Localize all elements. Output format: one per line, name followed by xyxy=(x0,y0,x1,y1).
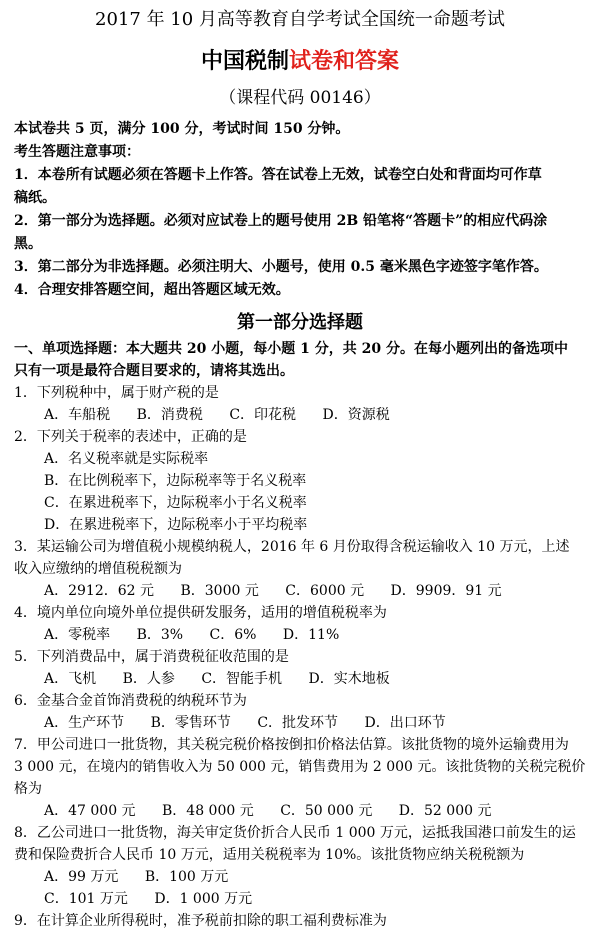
question-2 xyxy=(14,426,586,536)
option-c: C．6% xyxy=(209,627,257,643)
question-stem: 4．境内单位向境外单位提供研发服务，适用的增值税税率为 xyxy=(14,605,387,621)
option-b: B．消费税 xyxy=(136,407,203,423)
option-b: B．3000 元 xyxy=(180,583,259,599)
exam-notes xyxy=(14,118,586,302)
question-4 xyxy=(14,602,586,646)
option-a: A．47 000 元 xyxy=(44,803,136,819)
option-a: A．飞机 xyxy=(44,671,97,687)
question-stem-line: 费和保险费折合人民币 10 万元，适用关税税率为 10%。该批货物应纳关税税额为 xyxy=(14,847,525,863)
option-a: A．零税率 xyxy=(44,627,111,643)
option-a: A．车船税 xyxy=(44,407,111,423)
question-stem-line: 7．甲公司进口一批货物，其关税完税价格按倒扣价格法估算。该批货物的境外运输费用为 xyxy=(14,737,569,753)
course-code: （课程代码 00146） xyxy=(219,88,381,108)
option-d: D．实木地板 xyxy=(308,671,390,687)
question-1 xyxy=(14,382,586,426)
title-black-part: 中国税制 xyxy=(200,48,289,74)
option-d: D．在累进税率下，边际税率小于平均税率 xyxy=(44,517,308,533)
question-stem: 2．下列关于税率的表述中，正确的是 xyxy=(14,429,247,445)
note-line: 4．合理安排答题空间，超出答题区域无效。 xyxy=(14,282,290,298)
question-stem-line: 格为 xyxy=(14,781,42,797)
option-d: D．52 000 元 xyxy=(398,803,492,819)
page-title xyxy=(14,44,586,78)
note-line: 3．第二部分为非选择题。必须注明大、小题号，使用 0.5 毫米黑色字迹签字笔作答。 xyxy=(14,259,548,275)
question-stem-line: 3 000 元，在境内的销售收入为 50 000 元，销售费用为 2 000 元。该批货物的关税完税价 xyxy=(14,759,586,775)
option-c: C．50 000 元 xyxy=(280,803,373,819)
note-line: 1．本卷所有试题必须在答题卡上作答。答在试卷上无效，试卷空白处和背面均可作草 xyxy=(14,167,542,183)
option-b: B．零售环节 xyxy=(150,715,231,731)
question-6 xyxy=(14,690,586,734)
option-b: B．人参 xyxy=(122,671,175,687)
option-a: A．99 万元 xyxy=(44,869,119,885)
option-d: D．9909．91 元 xyxy=(390,583,502,599)
question-options xyxy=(14,580,586,602)
option-a: A．名义税率就是实际税率 xyxy=(44,451,209,467)
question-options xyxy=(14,712,586,734)
question-options xyxy=(14,404,586,426)
question-options xyxy=(14,668,586,690)
question-7 xyxy=(14,734,586,822)
title-red-part: 试卷和答案 xyxy=(289,48,400,74)
option-c: C．在累进税率下，边际税率小于名义税率 xyxy=(44,495,307,511)
note-line: 黑。 xyxy=(14,236,42,252)
note-line: 稿纸。 xyxy=(14,190,56,206)
question-stem-line: 收入应缴纳的增值税税额为 xyxy=(14,561,182,577)
option-d: D．1 000 万元 xyxy=(154,891,253,907)
option-c: C．智能手机 xyxy=(201,671,283,687)
option-d: D．资源税 xyxy=(322,407,390,423)
question-8 xyxy=(14,822,586,910)
question-9 xyxy=(14,910,586,932)
intro-line: 一、单项选择题：本大题共 20 小题，每小题 1 分，共 20 分。在每小题列出的备选项中 xyxy=(14,341,568,357)
question-stem: 5．下列消费品中，属于消费税征收范围的是 xyxy=(14,649,289,665)
note-line: 2．第一部分为选择题。必须对应试卷上的题号使用 2B 铅笔将“答题卡”的相应代码涂 xyxy=(14,213,548,229)
question-stem: 9．在计算企业所得税时，准予税前扣除的职工福利费标准为 xyxy=(14,913,387,929)
option-b: B．3% xyxy=(136,627,184,643)
question-options xyxy=(14,888,586,910)
question-stem-line: 3．某运输公司为增值税小规模纳税人，2016 年 6 月份取得含税运输收入 10 万元，上述 xyxy=(14,539,570,555)
note-line: 考生答题注意事项： xyxy=(14,144,140,160)
section-intro xyxy=(14,338,586,382)
question-options xyxy=(14,800,586,822)
option-c: C．6000 元 xyxy=(285,583,365,599)
option-b: B．48 000 元 xyxy=(162,803,254,819)
option-d: D．11% xyxy=(282,627,340,643)
question-stem-line: 8．乙公司进口一批货物，海关审定货价折合人民币 1 000 万元，运抵我国港口前发生的运 xyxy=(14,825,576,841)
option-b: B．在比例税率下，边际税率等于名义税率 xyxy=(44,473,307,489)
question-stem: 6．金基合金首饰消费税的纳税环节为 xyxy=(14,693,247,709)
option-c: C．批发环节 xyxy=(257,715,339,731)
part1-title: 第一部分选择题 xyxy=(237,312,363,333)
option-c: C．印花税 xyxy=(229,407,297,423)
option-b: B．100 万元 xyxy=(144,869,229,885)
option-c: C．101 万元 xyxy=(44,891,128,907)
question-options xyxy=(14,866,586,888)
exam-header: 2017 年 10 月高等教育自学考试全国统一命题考试 xyxy=(95,9,505,30)
note-line: 本试卷共 5 页，满分 100 分，考试时间 150 分钟。 xyxy=(14,121,350,137)
question-options xyxy=(14,624,586,646)
question-3 xyxy=(14,536,586,602)
question-stem: 1．下列税种中，属于财产税的是 xyxy=(14,385,219,401)
option-a: A．2912．62 元 xyxy=(44,583,155,599)
question-5 xyxy=(14,646,586,690)
intro-line: 只有一项是最符合题目要求的，请将其选出。 xyxy=(14,363,294,379)
option-a: A．生产环节 xyxy=(44,715,125,731)
option-d: D．出口环节 xyxy=(364,715,446,731)
